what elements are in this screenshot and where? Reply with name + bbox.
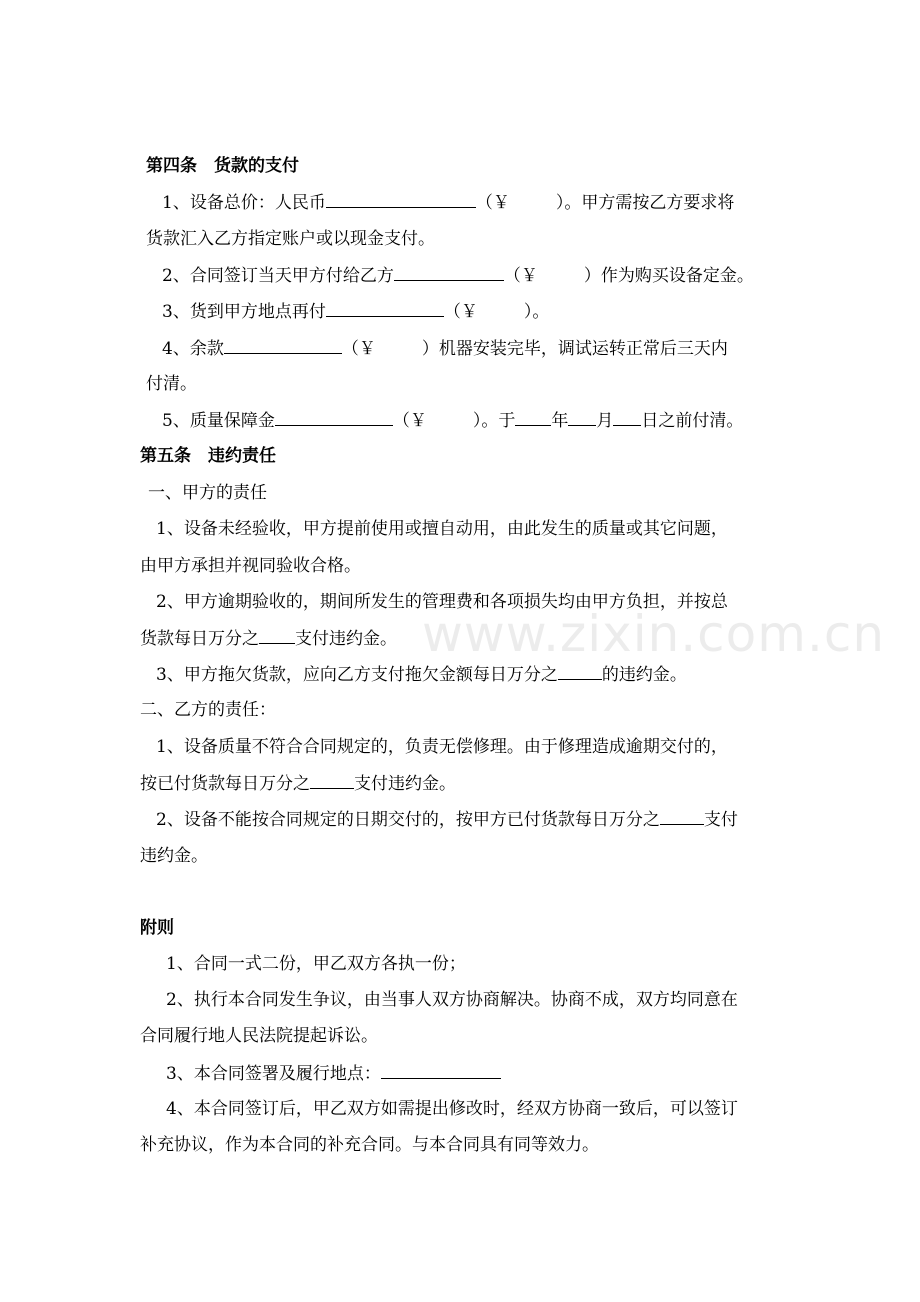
rate-blank[interactable] — [310, 772, 354, 789]
amount-blank[interactable] — [326, 191, 476, 208]
clause-text: （￥ — [392, 411, 427, 431]
location-blank[interactable] — [381, 1062, 501, 1079]
clause-5-b2-line1 — [156, 808, 738, 830]
clause-5-b1-line2 — [140, 772, 456, 794]
annex-clause-2-line2: 合同履行地人民法院提起诉讼。 — [140, 1026, 378, 1046]
day-blank[interactable] — [613, 409, 641, 426]
clause-text: 货款每日万分之 — [140, 629, 259, 649]
clause-text: 的违约金。 — [601, 665, 687, 685]
rate-blank[interactable] — [558, 663, 602, 680]
clause-text: 3、货到甲方地点再付 — [162, 302, 326, 322]
clause-5-a3 — [156, 663, 687, 685]
clause-4-1-line1 — [162, 191, 734, 213]
clause-text: ）机器安装完毕，调试运转正常后三天内 — [421, 339, 728, 359]
clause-4-1-line2: 货款汇入乙方指定账户或以现金支付。 — [146, 229, 435, 249]
clause-5-a1-line2: 由甲方承担并视同验收合格。 — [140, 556, 361, 576]
clause-5-b2-line2: 违约金。 — [140, 846, 208, 866]
rate-blank[interactable] — [259, 627, 295, 644]
clause-5-a1-line1: 1、设备未经验收，甲方提前使用或擅自动用，由此发生的质量或其它问题， — [156, 519, 728, 539]
clause-text: ）。 — [523, 302, 550, 322]
amount-blank[interactable] — [326, 300, 444, 317]
party-b-heading: 二、乙方的责任： — [140, 700, 276, 720]
clause-text: 4、余款 — [162, 339, 224, 359]
annex-clause-1: 1、合同一式二份，甲乙双方各执一份； — [166, 954, 466, 974]
article-5-title: 第五条 违约责任 — [140, 446, 276, 466]
clause-5-a2-line2 — [140, 627, 397, 649]
watermark: www.zixin.com.cn — [422, 605, 886, 663]
clause-4-2 — [162, 264, 754, 286]
party-a-heading: 一、甲方的责任 — [148, 483, 267, 503]
year-blank[interactable] — [515, 409, 551, 426]
clause-text: 2、合同签订当天甲方付给乙方 — [162, 266, 394, 286]
clause-4-5 — [162, 409, 743, 431]
annex-clause-2-line1: 2、执行本合同发生争议，由当事人双方协商解决。协商不成，双方均同意在 — [166, 990, 738, 1010]
clause-text: （￥ — [475, 193, 510, 213]
article-4-title: 第四条 货款的支付 — [146, 156, 299, 176]
clause-4-3 — [162, 300, 549, 322]
clause-text: 2、设备不能按合同规定的日期交付的，按甲方已付货款每日万分之 — [156, 810, 660, 830]
clause-text: 支付 — [703, 810, 738, 830]
clause-5-a2-line1: 2、甲方逾期验收的，期间所发生的管理费和各项损失均由甲方负担，并按总 — [156, 592, 728, 612]
clause-text: 3、甲方拖欠货款，应向乙方支付拖欠金额每日万分之 — [156, 665, 558, 685]
clause-text: 按已付货款每日万分之 — [140, 774, 310, 794]
amount-blank[interactable] — [394, 264, 504, 281]
clause-text: （￥ — [503, 266, 538, 286]
clause-text: 3、本合同签署及履行地点： — [166, 1064, 381, 1084]
clause-text: 年 — [551, 411, 569, 431]
clause-text: ）。于 — [472, 411, 516, 431]
annex-clause-4-line2: 补充协议，作为本合同的补充合同。与本合同具有同等效力。 — [140, 1135, 599, 1155]
clause-4-4-line2: 付清。 — [146, 374, 197, 394]
clause-text: 支付违约金。 — [295, 629, 397, 649]
amount-blank[interactable] — [224, 337, 342, 354]
annex-clause-4-line1: 4、本合同签订后，甲乙双方如需提出修改时，经双方协商一致后，可以签订 — [166, 1099, 738, 1119]
amount-blank[interactable] — [275, 409, 393, 426]
rate-blank[interactable] — [660, 808, 704, 825]
clause-text: 支付违约金。 — [354, 774, 456, 794]
clause-text: ）。甲方需按乙方要求将 — [555, 193, 735, 213]
clause-text: 5、质量保障金 — [162, 411, 275, 431]
month-blank[interactable] — [568, 409, 596, 426]
clause-5-b1-line1: 1、设备质量不符合合同规定的，负责无偿修理。由于修理造成逾期交付的， — [156, 737, 728, 757]
clause-text: 月 — [596, 411, 614, 431]
clause-text: 日之前付清。 — [641, 411, 744, 431]
clause-text: （￥ — [341, 339, 376, 359]
clause-4-4-line1 — [162, 337, 728, 359]
clause-text: 1、设备总价：人民币 — [162, 193, 326, 213]
annex-title: 附则 — [140, 918, 174, 938]
annex-clause-3 — [166, 1062, 501, 1084]
clause-text: （￥ — [443, 302, 478, 322]
clause-text: ）作为购买设备定金。 — [583, 266, 754, 286]
